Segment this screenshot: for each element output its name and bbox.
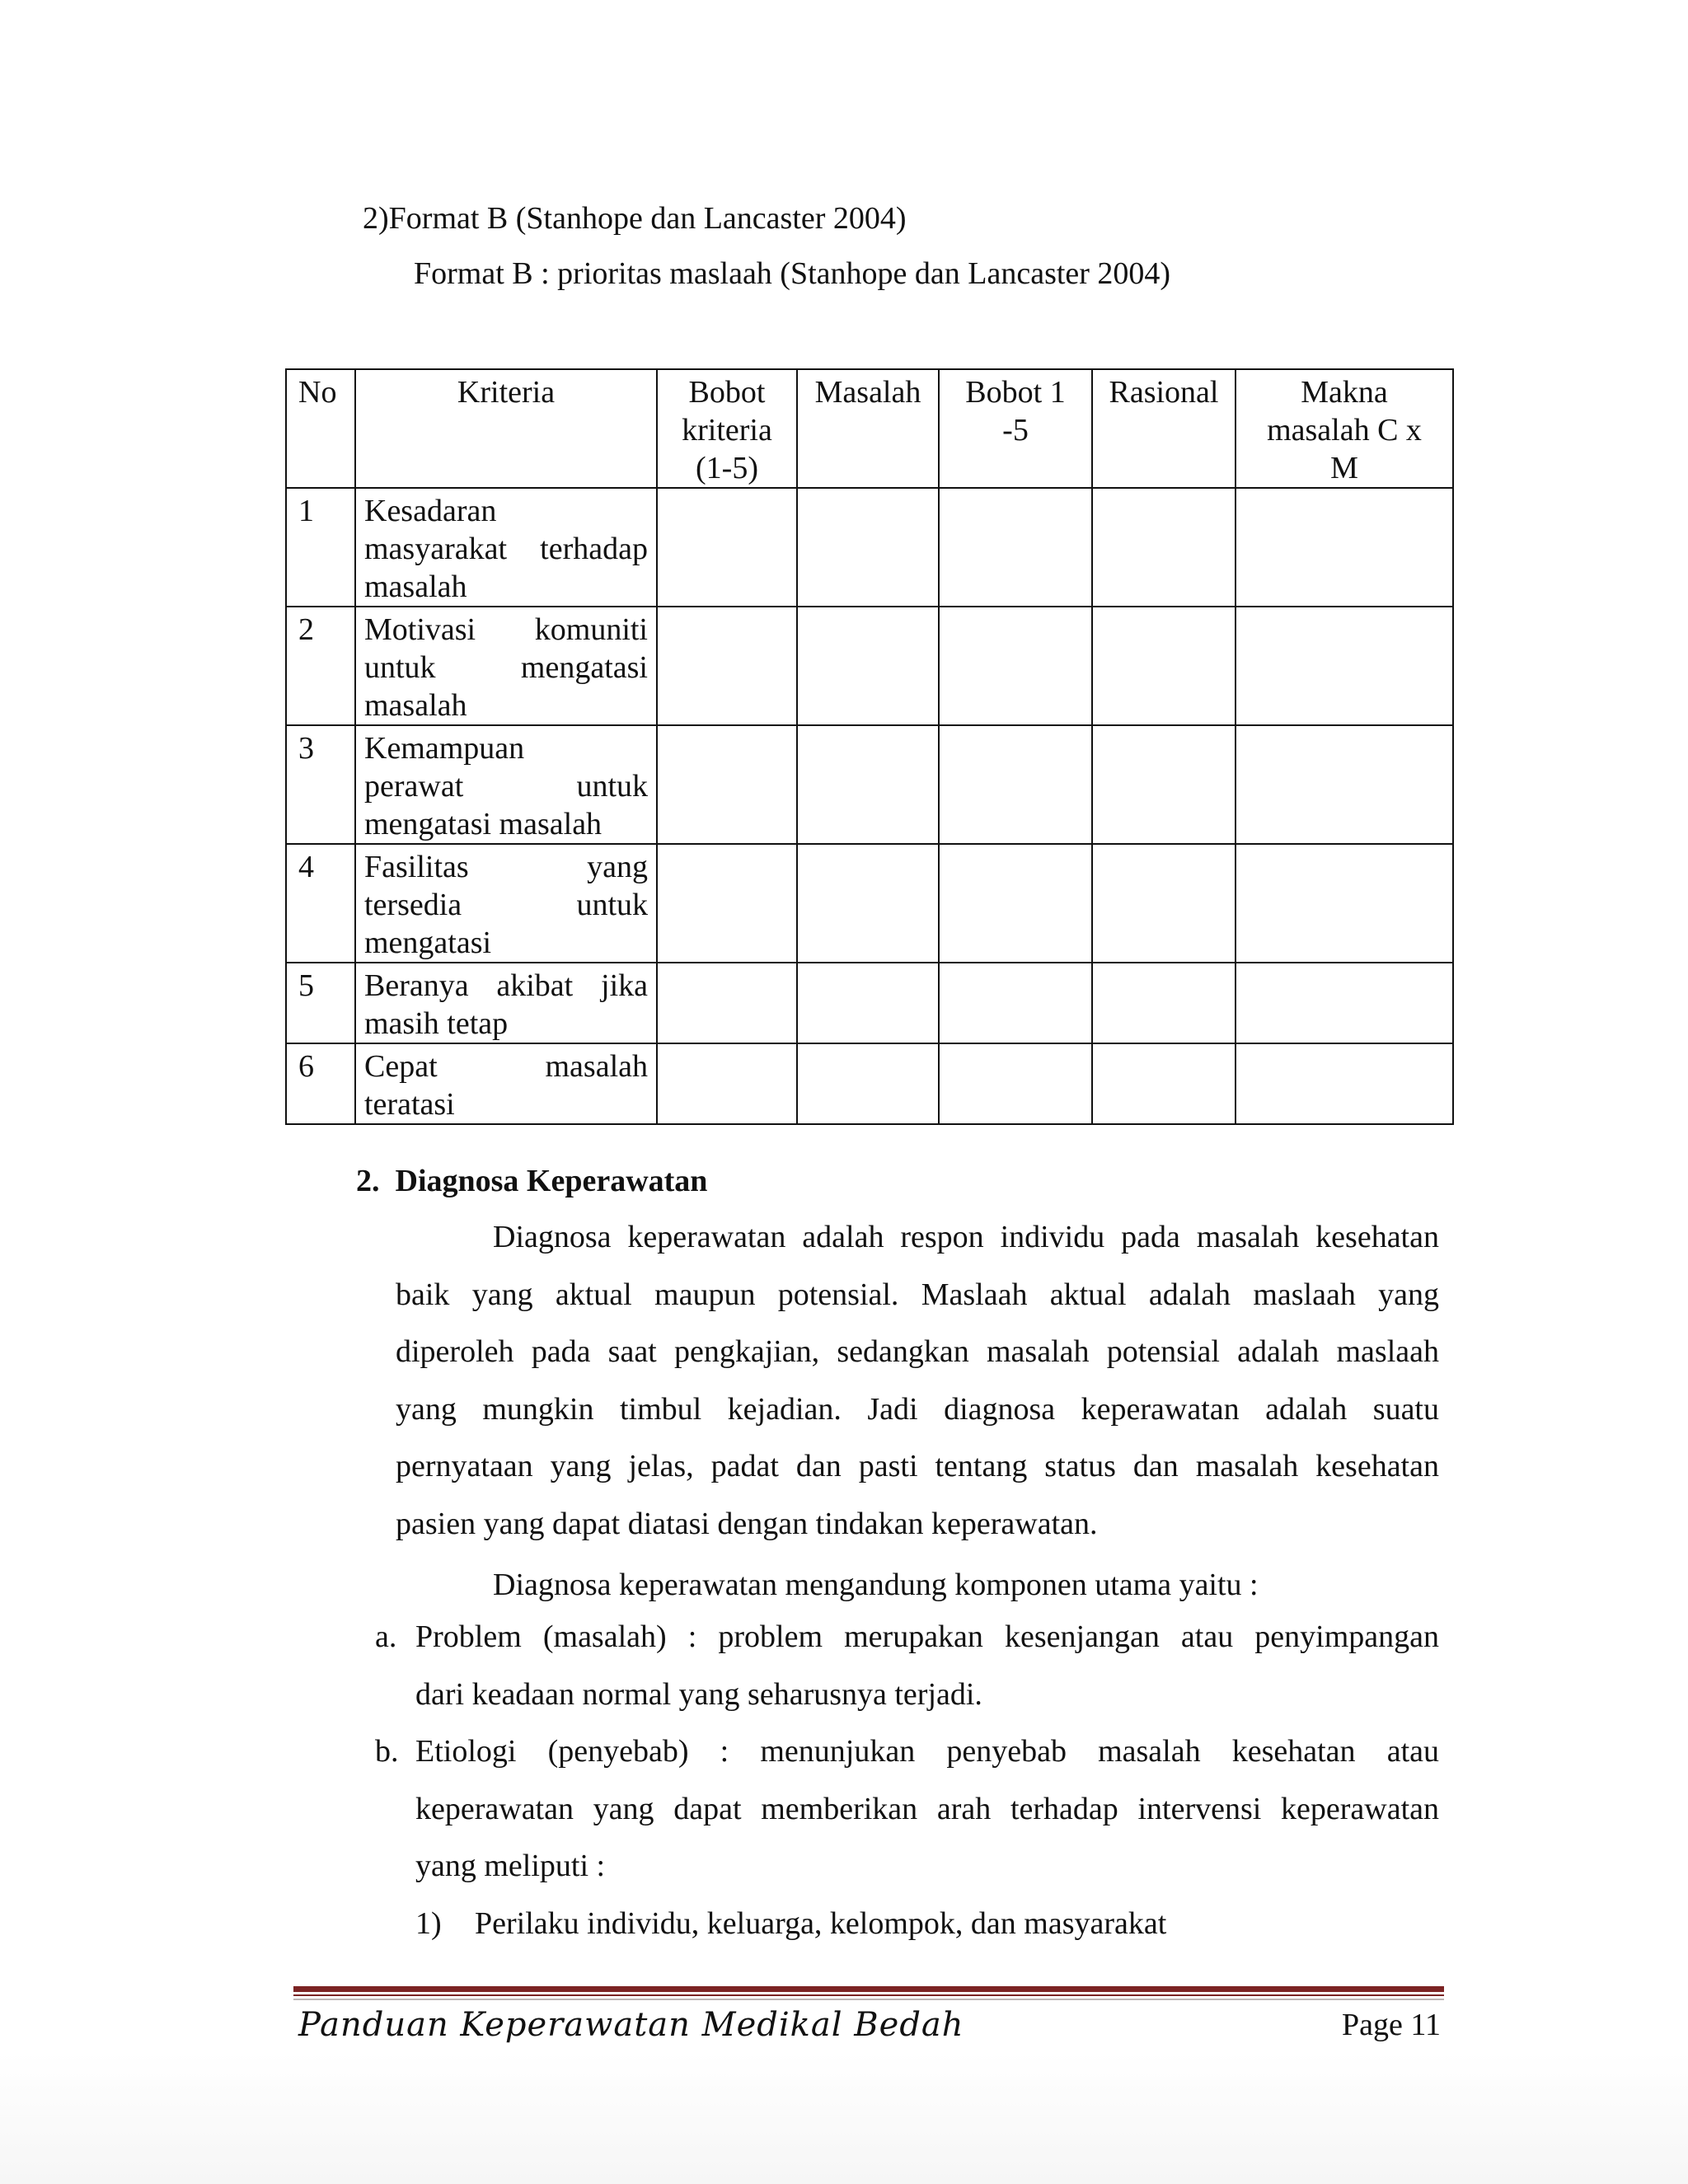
table-row xyxy=(286,488,1453,607)
header-rasional: Rasional xyxy=(1092,369,1236,488)
cell-rasional xyxy=(1092,607,1236,725)
header-bobot-1-5: Bobot 1 -5 xyxy=(939,369,1092,488)
cell-rasional xyxy=(1092,488,1236,607)
priority-criteria-table xyxy=(285,368,1454,1125)
cell-bobot-kriteria xyxy=(657,488,797,607)
cell-makna xyxy=(1236,1043,1453,1124)
cell-no: 2 xyxy=(286,607,355,725)
sub-item-perilaku: Perilaku individu, keluarga, kelompok, dan masyarakat xyxy=(475,1906,1167,1941)
format-heading xyxy=(363,199,907,237)
cell-makna xyxy=(1236,607,1453,725)
cell-masalah xyxy=(797,725,939,844)
table-row xyxy=(286,1043,1453,1124)
footer-rule-shadow xyxy=(293,1999,1444,2000)
cell-bobot xyxy=(939,1043,1092,1124)
footer-title: Panduan Keperawatan Medikal Bedah xyxy=(298,2006,964,2044)
cell-masalah xyxy=(797,844,939,963)
cell-no: 6 xyxy=(286,1043,355,1124)
table-row xyxy=(286,725,1453,844)
list-label-b: b. xyxy=(375,1734,399,1769)
cell-bobot-kriteria xyxy=(657,607,797,725)
cell-makna xyxy=(1236,725,1453,844)
cell-no: 3 xyxy=(286,725,355,844)
cell-bobot-kriteria xyxy=(657,1043,797,1124)
section-number: 2. xyxy=(356,1164,380,1198)
list-item-problem: Problem (masalah) : problem merupakan kesenjangan atau penyimpangan dari keadaan normal yang seharusnya terjadi. xyxy=(415,1619,1439,1712)
cell-rasional xyxy=(1092,725,1236,844)
cell-bobot xyxy=(939,963,1092,1043)
section-heading xyxy=(356,1162,707,1200)
header-kriteria: Kriteria xyxy=(355,369,657,488)
cell-masalah xyxy=(797,488,939,607)
cell-bobot xyxy=(939,607,1092,725)
cell-kriteria: Kemampuan perawat untuk mengatasi masalah xyxy=(355,725,657,844)
table-header-row xyxy=(286,369,1453,488)
cell-kriteria: Kesadaran masyarakat terhadap masalah xyxy=(355,488,657,607)
cell-makna xyxy=(1236,488,1453,607)
header-no: No xyxy=(286,369,355,488)
format-heading-title: Format B (Stanhope dan Lancaster 2004) xyxy=(388,201,907,236)
cell-bobot-kriteria xyxy=(657,725,797,844)
cell-kriteria: Motivasi komuniti untuk mengatasi masalah xyxy=(355,607,657,725)
page-number: Page 11 xyxy=(1342,2008,1441,2042)
cell-no: 4 xyxy=(286,844,355,963)
format-heading-number: 2) xyxy=(363,201,389,236)
paragraph-diagnosa: Diagnosa keperawatan adalah respon individu pada masalah kesehatan baik yang aktual maupun potensial. Maslaah aktual adalah maslaah yang diperoleh pada saat pengkajian, sedangkan masalah potensial adalah maslaah yang mungkin timbul kejadian. Jadi diagnosa keperawatan adalah suatu pernyataan yang jelas, padat dan pasti tentang status dan masalah kesehatan pasien yang dapat diatasi dengan tindakan keperawatan. xyxy=(396,1220,1439,1541)
header-makna-masalah: Makna masalah C x M xyxy=(1236,369,1453,488)
cell-kriteria: Fasilitas yang tersedia untuk mengatasi xyxy=(355,844,657,963)
footer-rule-thin xyxy=(293,1994,1444,1996)
cell-no: 5 xyxy=(286,963,355,1043)
sub-item-label: 1) xyxy=(415,1906,442,1941)
table-row xyxy=(286,607,1453,725)
cell-no: 1 xyxy=(286,488,355,607)
header-bobot-kriteria: Bobot kriteria (1-5) xyxy=(657,369,797,488)
cell-rasional xyxy=(1092,844,1236,963)
cell-masalah xyxy=(797,607,939,725)
cell-kriteria: Beranya akibat jika masih tetap xyxy=(355,963,657,1043)
format-caption: Format B : prioritas maslaah (Stanhope dan Lancaster 2004) xyxy=(414,256,1171,291)
cell-makna xyxy=(1236,963,1453,1043)
cell-bobot-kriteria xyxy=(657,963,797,1043)
header-masalah: Masalah xyxy=(797,369,939,488)
section-title: Diagnosa Keperawatan xyxy=(395,1164,708,1198)
table-row xyxy=(286,844,1453,963)
cell-kriteria: Cepat masalah teratasi xyxy=(355,1043,657,1124)
list-item-etiologi: Etiologi (penyebab) : menunjukan penyebab masalah kesehatan atau keperawatan yang dapat memberikan arah terhadap intervensi keperawatan yang meliputi : xyxy=(415,1734,1439,1883)
cell-bobot-kriteria xyxy=(657,844,797,963)
table-row xyxy=(286,963,1453,1043)
paragraph-komponen: Diagnosa keperawatan mengandung komponen utama yaitu : xyxy=(493,1568,1259,1602)
cell-masalah xyxy=(797,963,939,1043)
cell-bobot xyxy=(939,725,1092,844)
cell-rasional xyxy=(1092,1043,1236,1124)
footer-rule-thick xyxy=(293,1986,1444,1992)
list-label-a: a. xyxy=(375,1619,397,1654)
cell-makna xyxy=(1236,844,1453,963)
cell-rasional xyxy=(1092,963,1236,1043)
cell-bobot xyxy=(939,488,1092,607)
cell-masalah xyxy=(797,1043,939,1124)
cell-bobot xyxy=(939,844,1092,963)
footer-shade xyxy=(0,2052,1688,2184)
